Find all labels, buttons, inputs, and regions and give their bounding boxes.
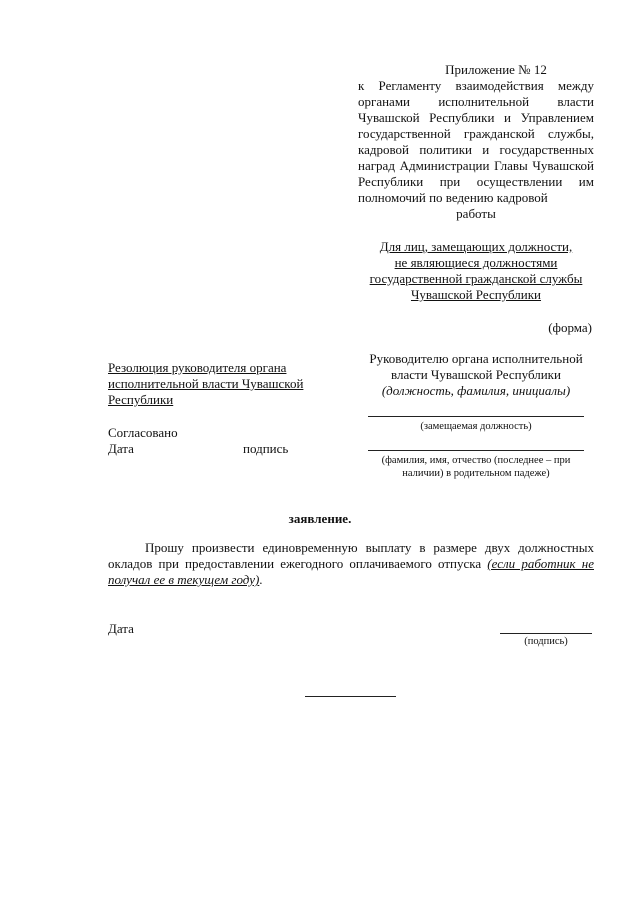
closing-divider xyxy=(305,696,396,697)
addressee-line: Руководителю органа исполнительной xyxy=(369,351,583,366)
addressee-line: власти Чувашской Республики xyxy=(391,367,561,382)
signature-caption: (подпись) xyxy=(524,636,568,647)
statement-plain: Прошу произвести единовременную выплату в размере двух должностных окладов при предоставлении ежегодного оплачиваемого отпуска xyxy=(108,540,594,571)
name-fill-line xyxy=(368,450,584,451)
appendix-body: к Регламенту взаимодействия между органами исполнительной власти Чувашской Республики и Управлением государственной гражданской службы, кадровой политики и государственных наград Администрации Главы Чувашской Республики при осуществлении им полномочий по ведению кадровой xyxy=(358,78,594,205)
form-label: (форма) xyxy=(548,320,592,335)
statement-text xyxy=(108,540,594,588)
agreed-label: Согласовано xyxy=(108,425,178,440)
position-caption: (замещаемая должность) xyxy=(420,421,532,432)
addressee-block xyxy=(358,351,594,480)
for-persons-line: государственной гражданской службы xyxy=(369,271,583,286)
appendix-number: Приложение № 12 xyxy=(445,62,547,77)
document-title: заявление. xyxy=(288,511,352,526)
for-persons-line: не являющиеся должностями xyxy=(394,255,558,270)
name-caption: (фамилия, имя, отчество (последнее – при наличии) в родительном падеже) xyxy=(381,455,571,479)
addressee-hint: (должность, фамилия, инициалы) xyxy=(381,383,571,398)
bottom-date-label: Дата xyxy=(108,621,134,636)
position-fill-line xyxy=(368,416,584,417)
appendix-header xyxy=(358,62,594,222)
resolution-label: Резолюция руководителя органа исполнительной власти Чувашской Республики xyxy=(108,360,304,407)
appendix-last-word: работы xyxy=(456,206,496,221)
date-label: Дата xyxy=(108,441,134,456)
statement-end: . xyxy=(259,572,263,587)
for-persons-line: Для лиц, замещающих должности, xyxy=(379,239,573,254)
signature-label: подпись xyxy=(243,441,289,456)
signature-fill-line xyxy=(500,633,592,634)
for-persons-line: Чувашской Республики xyxy=(410,287,542,302)
for-persons-note xyxy=(358,239,594,303)
statement-italic-note: (если работник не получал ее в текущем году) xyxy=(108,556,594,587)
